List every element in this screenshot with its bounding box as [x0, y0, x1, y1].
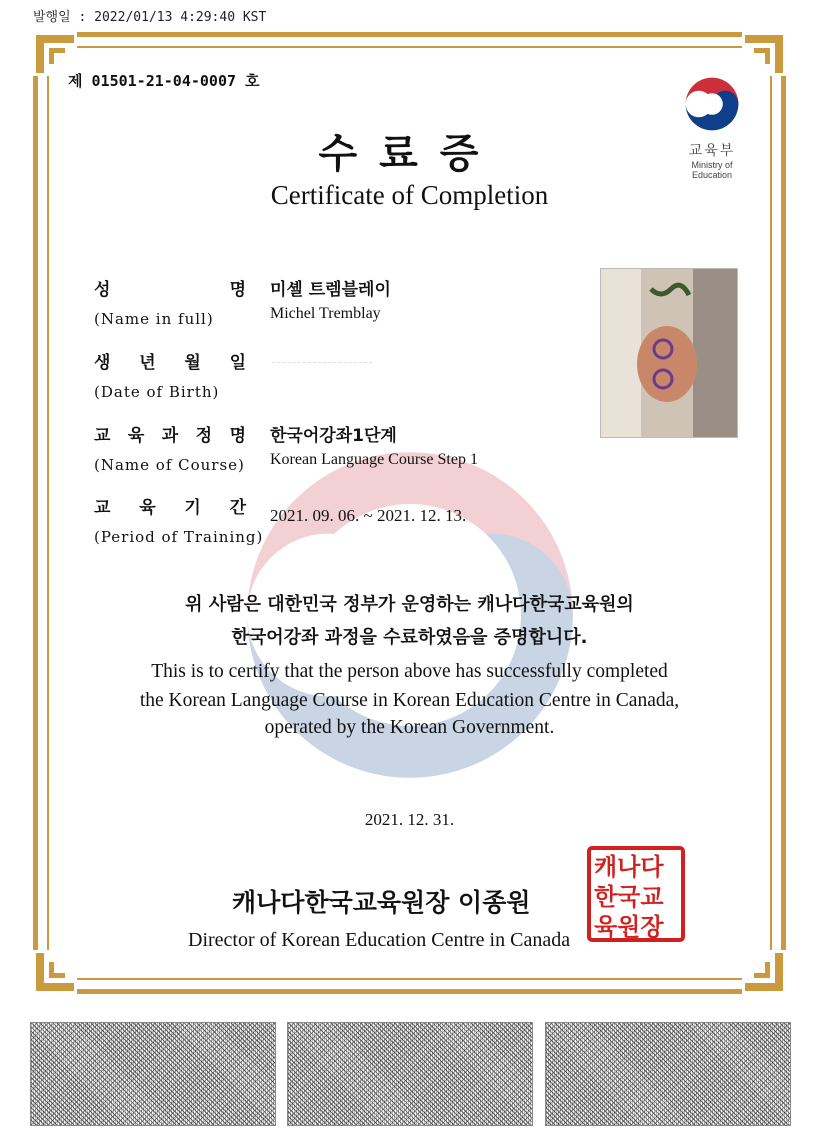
- dob-label-ko: 생 년 월 일: [94, 353, 246, 373]
- statement-en-line-3: operated by the Korean Government.: [264, 717, 555, 738]
- director-name-ko: 캐나다한국교육원장 이종원: [232, 888, 531, 917]
- security-barcode-1: [30, 1022, 276, 1126]
- period-value: 2021. 09. 06. ~ 2021. 12. 13.: [270, 506, 467, 525]
- period-label-en: (Period of Training): [94, 528, 264, 546]
- dob-label: [94, 348, 246, 401]
- portrait-image: [601, 269, 737, 437]
- svg-text:캐나다: 캐나다: [594, 853, 664, 881]
- security-barcode-3: [545, 1022, 791, 1126]
- name-value-ko: 미셸 트렘블레이: [270, 280, 391, 300]
- course-value-ko: 한국어강좌1단계: [270, 426, 397, 446]
- period-label: [94, 493, 263, 546]
- ministry-name-en: Ministry of Education: [691, 160, 733, 180]
- dob-label-en: (Date of Birth): [94, 383, 220, 401]
- course-value-en: Korean Language Course Step 1: [270, 451, 478, 468]
- statement-en-line-1: This is to certify that the person above has successfully completed: [151, 661, 668, 682]
- name-value-en: Michel Tremblay: [270, 305, 381, 322]
- course-label-en: (Name of Course): [94, 456, 245, 474]
- corner-ornament-bottom-left: [33, 950, 77, 994]
- statement-en-line-2: the Korean Language Course in Korean Education Centre in Canada,: [139, 690, 680, 711]
- official-seal-stamp: [586, 845, 686, 943]
- ministry-name-ko: 교육부: [688, 143, 736, 159]
- name-label-ko: 성 명: [94, 280, 246, 300]
- issue-date: 발행일 : 2022/01/13 4:29:40 KST: [33, 10, 267, 25]
- corner-ornament-bottom-right: [742, 950, 786, 994]
- name-label: [94, 275, 246, 328]
- course-label: [94, 421, 246, 474]
- issue-date-certificate: 2021. 12. 31.: [364, 810, 455, 829]
- course-label-ko: 교 육 과 정 명: [94, 426, 246, 446]
- name-label-en: (Name in full): [94, 310, 214, 328]
- dob-value-redacted: [272, 362, 372, 367]
- security-barcode-2: [287, 1022, 533, 1126]
- statement-ko-line-2: 한국어강좌 과정을 수료하였음을 증명합니다.: [231, 627, 588, 648]
- title-english: Certificate of Completion: [270, 180, 549, 210]
- statement-ko-line-1: 위 사람은 대한민국 정부가 운영하는 캐나다한국교육원의: [185, 594, 634, 615]
- certificate-number: 제 01501-21-04-0007 호: [68, 72, 260, 90]
- svg-text:한국교: 한국교: [594, 883, 664, 911]
- period-label-ko: 교 육 기 간: [94, 498, 246, 518]
- corner-ornament-top-right: [742, 32, 786, 76]
- svg-text:육원장: 육원장: [594, 913, 664, 941]
- director-title-en: Director of Korean Education Centre in Canada: [188, 929, 571, 951]
- holder-photo: [600, 268, 738, 438]
- title-korean: 수료증: [318, 131, 501, 177]
